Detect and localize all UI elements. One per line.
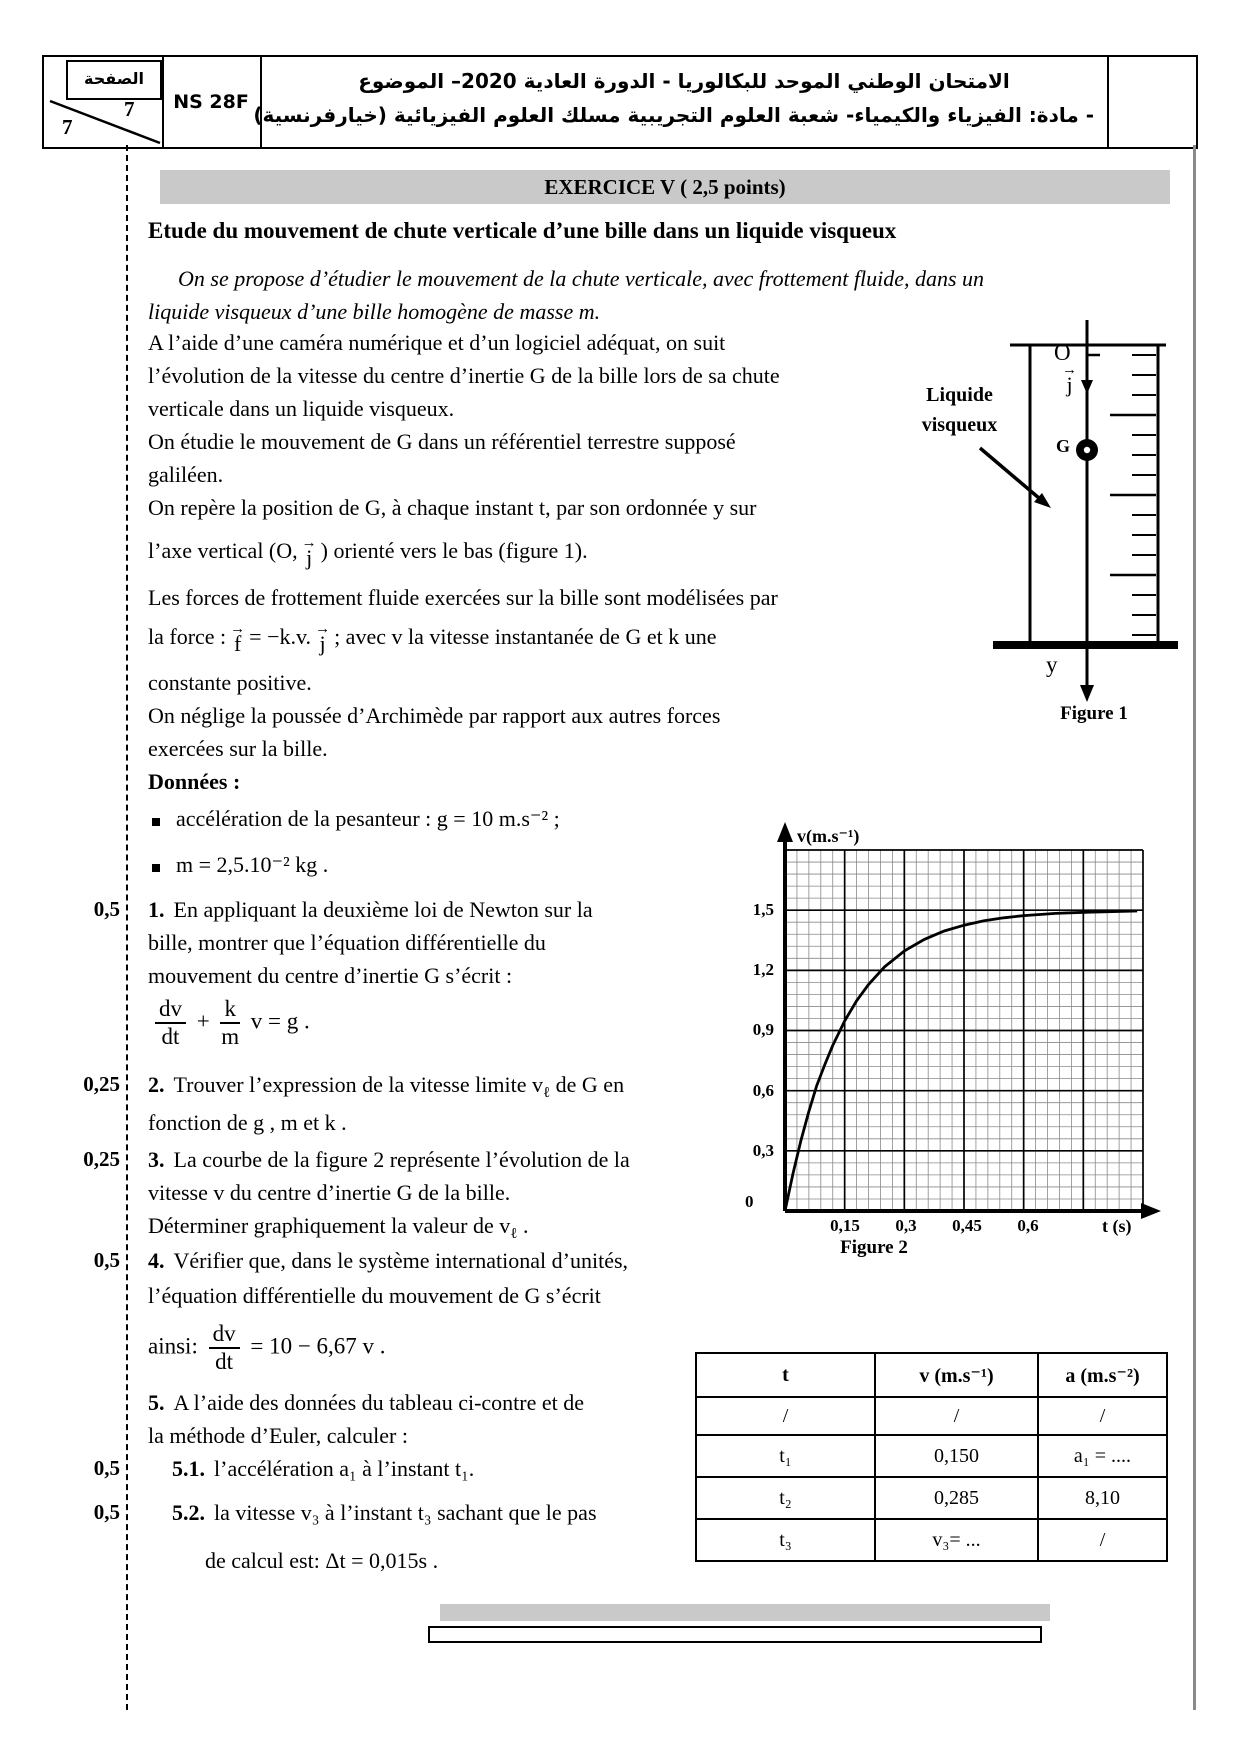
text-line: bille, montrer que l’équation différentielle du bbox=[148, 930, 546, 955]
xtick-label: 0,45 bbox=[952, 1216, 982, 1235]
header-divider bbox=[260, 57, 262, 147]
intro-line: On se propose d’étudier le mouvement de la chute verticale, avec frottement fluide, dans un bbox=[178, 266, 985, 291]
j-vector: → j bbox=[301, 535, 317, 570]
text-line: la méthode d’Euler, calculer : bbox=[148, 1423, 408, 1448]
text-line: verticale dans un liquide visqueux. bbox=[148, 396, 455, 421]
text-line-determine: Déterminer graphiquement la valeur de $v_\ell$ . bbox=[148, 1213, 529, 1242]
mark-q51: 0,5 bbox=[93, 1456, 120, 1480]
y-axis-arrow-icon bbox=[777, 822, 793, 842]
ytick-label: 0,9 bbox=[752, 1020, 774, 1039]
origin-label: 0 bbox=[745, 1192, 754, 1211]
xtick-label: 0,3 bbox=[895, 1216, 917, 1235]
table-header-t: t bbox=[696, 1353, 875, 1397]
text-line: On étudie le mouvement de G dans un référentiel terrestre supposé bbox=[148, 429, 736, 454]
text-line: A l’aide d’une caméra numérique et d’un logiciel adéquat, on suit bbox=[148, 330, 726, 355]
exercise-banner: EXERCICE V ( 2,5 points) bbox=[160, 170, 1170, 204]
table-row: t₃ v₃= ... / bbox=[696, 1519, 1167, 1561]
table-row: t₂ 0,285 8,10 bbox=[696, 1477, 1167, 1519]
text-line: vitesse v du centre d’inertie G de la bille. bbox=[148, 1180, 511, 1205]
point-G-label: G bbox=[1056, 436, 1071, 456]
x-axis-arrow-icon bbox=[1141, 1203, 1161, 1219]
ytick-label: 0,6 bbox=[752, 1081, 774, 1100]
bullet-icon bbox=[152, 864, 160, 872]
data-section-title: Données : bbox=[148, 769, 241, 794]
header-title-arabic: الامتحان الوطني الموحد للبكالوريا - الدورة العادية 2020– الموضوع bbox=[358, 69, 1010, 93]
outlined-bar bbox=[428, 1626, 1042, 1643]
text-line: galiléen. bbox=[148, 462, 224, 487]
left-dashed-border bbox=[126, 145, 128, 1710]
header-box bbox=[42, 55, 1198, 149]
fraction-k-m: $\frac{k}{m}$ bbox=[221, 996, 240, 1050]
header-subject-arabic: - مادة: الفيزياء والكيمياء- شعبة العلوم التجريبية مسلك العلوم الفيزيائية (خيارفرنسية) bbox=[253, 103, 1094, 127]
j-unit-vector-label: → j bbox=[1062, 362, 1077, 397]
text-line: l’évolution de la vitesse du centre d’inertie G de la bille lors de sa chute bbox=[148, 363, 780, 388]
velocity-curve bbox=[785, 911, 1137, 1211]
ytick-label: 1,2 bbox=[752, 960, 774, 979]
v-limit-symbol: $v_\ell$ bbox=[499, 1213, 518, 1242]
data-item: accélération de la pesanteur : g = 10 m.s⁻² ; bbox=[176, 806, 560, 831]
page-word-label: الصفحة bbox=[83, 69, 144, 88]
page-number-total: 7 bbox=[62, 115, 73, 139]
page-word-box bbox=[66, 60, 162, 100]
exam-code: NS 28F bbox=[173, 91, 249, 113]
question-5-1: 5.1. l’accélération a₁ à l’instant t₁. bbox=[172, 1456, 475, 1481]
equation-2: ainsi: $\frac{dv}{dt}$ = 10 − 6,67 v . bbox=[148, 1321, 386, 1375]
text-line: de calcul est: Δt = 0,015s . bbox=[205, 1548, 439, 1573]
question-5-2: 5.2. la vitesse v₃ à l’instant t₃ sachant que le pas bbox=[172, 1500, 597, 1525]
text-line: fonction de g , m et k . bbox=[148, 1110, 347, 1135]
text-line: Les forces de frottement fluide exercées sur la bille sont modélisées par bbox=[148, 585, 778, 610]
mark-q2: 0,25 bbox=[83, 1072, 120, 1096]
table-header-a: a (m.s⁻²) bbox=[1038, 1353, 1167, 1397]
exercise-heading: Etude du mouvement de chute verticale d’une bille dans un liquide visqueux bbox=[148, 218, 897, 243]
mark-q3: 0,25 bbox=[83, 1147, 120, 1171]
mark-q52: 0,5 bbox=[93, 1500, 120, 1524]
intro-line: liquide visqueux d’une bille homogène de masse m. bbox=[148, 299, 601, 324]
euler-data-table bbox=[695, 1352, 1168, 1562]
question-3: 3. La courbe de la figure 2 représente l’évolution de la bbox=[148, 1147, 630, 1172]
chart-ylabel: v(m.s⁻¹) bbox=[797, 826, 860, 846]
text-line: exercées sur la bille. bbox=[148, 736, 328, 761]
origin-O-label: O bbox=[1054, 340, 1071, 365]
header-divider bbox=[1107, 57, 1109, 147]
table-header-v: v (m.s⁻¹) bbox=[875, 1353, 1038, 1397]
table-row: / / / bbox=[696, 1397, 1167, 1435]
xtick-label: 0,6 bbox=[1017, 1216, 1039, 1235]
bullet-icon bbox=[152, 818, 160, 826]
text-line-axis bbox=[148, 535, 588, 570]
vector-arrow-icon: → bbox=[230, 621, 246, 637]
question-2: 2. Trouver l’expression de la vitesse limite $v_\ell$ de G en bbox=[148, 1072, 625, 1101]
axis-line-pre: l’axe vertical (O, bbox=[148, 538, 298, 563]
figure2-caption: Figure 2 bbox=[840, 1237, 908, 1258]
data-item: m = 2,5.10⁻² kg . bbox=[176, 852, 329, 877]
j-vector: → j bbox=[315, 621, 331, 656]
chart-xlabel: t (s) bbox=[1102, 1216, 1132, 1236]
axis-line-post: ) orienté vers le bas (figure 1). bbox=[320, 538, 588, 563]
xtick-label: 0,15 bbox=[830, 1216, 860, 1235]
fraction-dv-dt: $\frac{dv}{dt}$ bbox=[155, 997, 186, 1049]
vector-arrow-icon: → bbox=[301, 535, 317, 551]
y-axis-label: y bbox=[1046, 652, 1058, 677]
question-4: 4. Vérifier que, dans le système international d’unités, bbox=[148, 1248, 629, 1273]
vector-arrow-icon: → bbox=[1062, 362, 1077, 378]
question-5: 5. A l’aide des données du tableau ci-contre et de bbox=[148, 1390, 585, 1415]
text-line: On néglige la poussée d’Archimède par rapport aux autres forces bbox=[148, 703, 721, 728]
table-row: t₁ 0,150 a₁ = .... bbox=[696, 1435, 1167, 1477]
question-1: 1. En appliquant la deuxième loi de Newton sur la bbox=[148, 897, 593, 922]
vector-arrow-icon: → bbox=[315, 621, 331, 637]
text-line: mouvement du centre d’inertie G s’écrit : bbox=[148, 963, 513, 988]
mark-q4: 0,5 bbox=[93, 1248, 120, 1272]
text-line-force: la force : → f = −k.v. → j ; avec v la vitesse instantanée de G et k une bbox=[148, 621, 717, 656]
ytick-label: 0,3 bbox=[752, 1141, 774, 1160]
f-vector: → f bbox=[230, 621, 246, 656]
v-limit-symbol: $v_\ell$ bbox=[531, 1072, 551, 1101]
page-number-current: 7 bbox=[124, 97, 135, 121]
ytick-label: 1,5 bbox=[752, 900, 774, 919]
mark-q1: 0,5 bbox=[93, 897, 120, 921]
fraction-dv-dt: $\frac{dv}{dt}$ bbox=[209, 1322, 240, 1374]
text-line: On repère la position de G, à chaque instant t, par son ordonnée y sur bbox=[148, 495, 757, 520]
text-line: l’équation différentielle du mouvement de G s’écrit bbox=[148, 1283, 601, 1308]
liquid-label: Liquide visqueux bbox=[921, 384, 998, 436]
gray-bar bbox=[440, 1604, 1050, 1621]
figure1-caption: Figure 1 bbox=[1060, 703, 1128, 724]
ruler-ticks bbox=[1110, 355, 1156, 635]
equation-1: $\frac{dv}{dt}$ + $\frac{k}{m}$ v = g . bbox=[150, 997, 310, 1049]
text-line: constante positive. bbox=[148, 670, 312, 695]
